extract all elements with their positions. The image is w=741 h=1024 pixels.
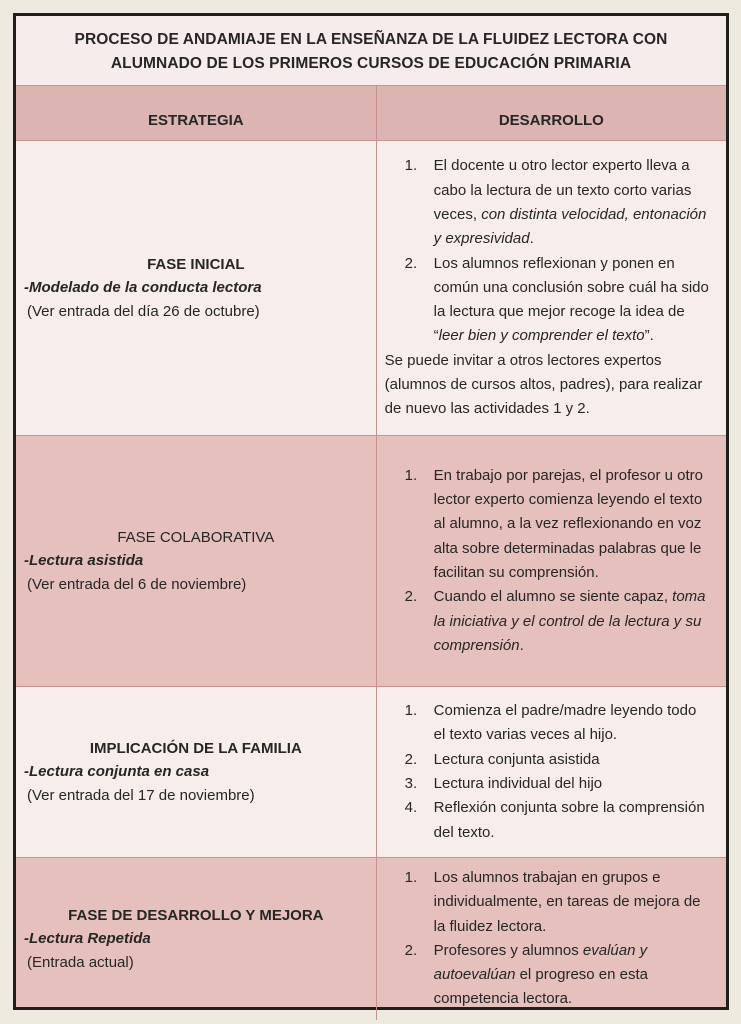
- reference-label: (Ver entrada del 17 de noviembre): [27, 786, 255, 804]
- column-header-estrategia: ESTRATEGIA: [16, 86, 377, 140]
- phase-label: IMPLICACIÓN DE LA FAMILIA: [89, 740, 302, 758]
- phase-label: FASE INICIAL: [147, 256, 245, 274]
- list-item: En trabajo por parejas, el profesor u otro lector experto comienza leyendo el texto al alumno, a la vez reflexionando en voz alta sobre determinadas palabras que le facilitan su comprensión.: [433, 466, 703, 581]
- note-text: Se puede invitar a otros lectores expertos (alumnos de cursos altos, padres), para realizar de nuevo las actividades 1 y 2.: [384, 351, 703, 418]
- table-row-fase-inicial: [16, 140, 726, 435]
- table-title: PROCESO DE ANDAMIAJE EN LA ENSEÑANZA DE LA FLUIDEZ LECTORA CON ALUMNADO DE LOS PRIMEROS CURSOS DE EDUCACIÓN PRIMARIA: [74, 31, 668, 72]
- list-item: Los alumnos reflexionan y ponen en común una conclusión sobre cuál ha sido la lectura que mejor recoge la idea de “leer bien y comprender el texto”.: [433, 254, 709, 345]
- phase-label: FASE COLABORATIVA: [117, 529, 275, 547]
- development-cell: [377, 858, 726, 1020]
- development-cell: [377, 141, 726, 435]
- reference-label: (Entrada actual): [27, 953, 134, 971]
- development-list: [377, 464, 712, 658]
- header-row: [16, 85, 726, 140]
- method-label: -Lectura conjunta en casa: [24, 763, 210, 781]
- development-cell: [377, 436, 726, 686]
- list-item: Cuando el alumno se siente capaz, toma la iniciativa y el control de la lectura y su comprensión.: [433, 588, 706, 654]
- table-row-implicacion-familia: [16, 686, 726, 857]
- development-cell: [377, 687, 726, 857]
- list-item: Lectura conjunta asistida: [433, 750, 600, 768]
- method-label: -Lectura Repetida: [24, 930, 151, 948]
- development-list: [377, 154, 712, 348]
- strategy-cell: [16, 436, 377, 686]
- phase-label: FASE DE DESARROLLO Y MEJORA: [68, 907, 324, 925]
- reference-label: (Ver entrada del día 26 de octubre): [27, 302, 260, 320]
- reference-label: (Ver entrada del 6 de noviembre): [27, 575, 247, 593]
- table-row-fase-desarrollo-mejora: [16, 857, 726, 1007]
- method-label: -Lectura asistida: [24, 552, 144, 570]
- title-row: [16, 16, 726, 85]
- list-item: Lectura individual del hijo: [433, 775, 603, 792]
- strategy-cell: [16, 687, 377, 857]
- list-item: Profesores y alumnos evalúan y autoevalúan el progreso en esta competencia lectora.: [433, 941, 649, 1008]
- strategy-cell: [16, 858, 377, 1020]
- list-item: Los alumnos trabajan en grupos e individualmente, en tareas de mejora de la fluidez lectora.: [433, 869, 701, 935]
- list-item: El docente u otro lector experto lleva a cabo la lectura de un texto corto varias veces, con distinta velocidad, entonación y expresividad.: [433, 157, 707, 248]
- development-list: [377, 699, 712, 845]
- table-row-fase-colaborativa: [16, 435, 726, 686]
- method-label: -Modelado de la conducta lectora: [24, 279, 262, 297]
- column-header-desarrollo: DESARROLLO: [498, 112, 604, 129]
- list-item: Comienza el padre/madre leyendo todo el texto varias veces al hijo.: [433, 702, 697, 744]
- scaffolding-table: [13, 13, 729, 1010]
- development-list: [377, 866, 712, 1012]
- strategy-cell: [16, 141, 377, 435]
- list-item: Reflexión conjunta sobre la comprensión del texto.: [433, 799, 705, 841]
